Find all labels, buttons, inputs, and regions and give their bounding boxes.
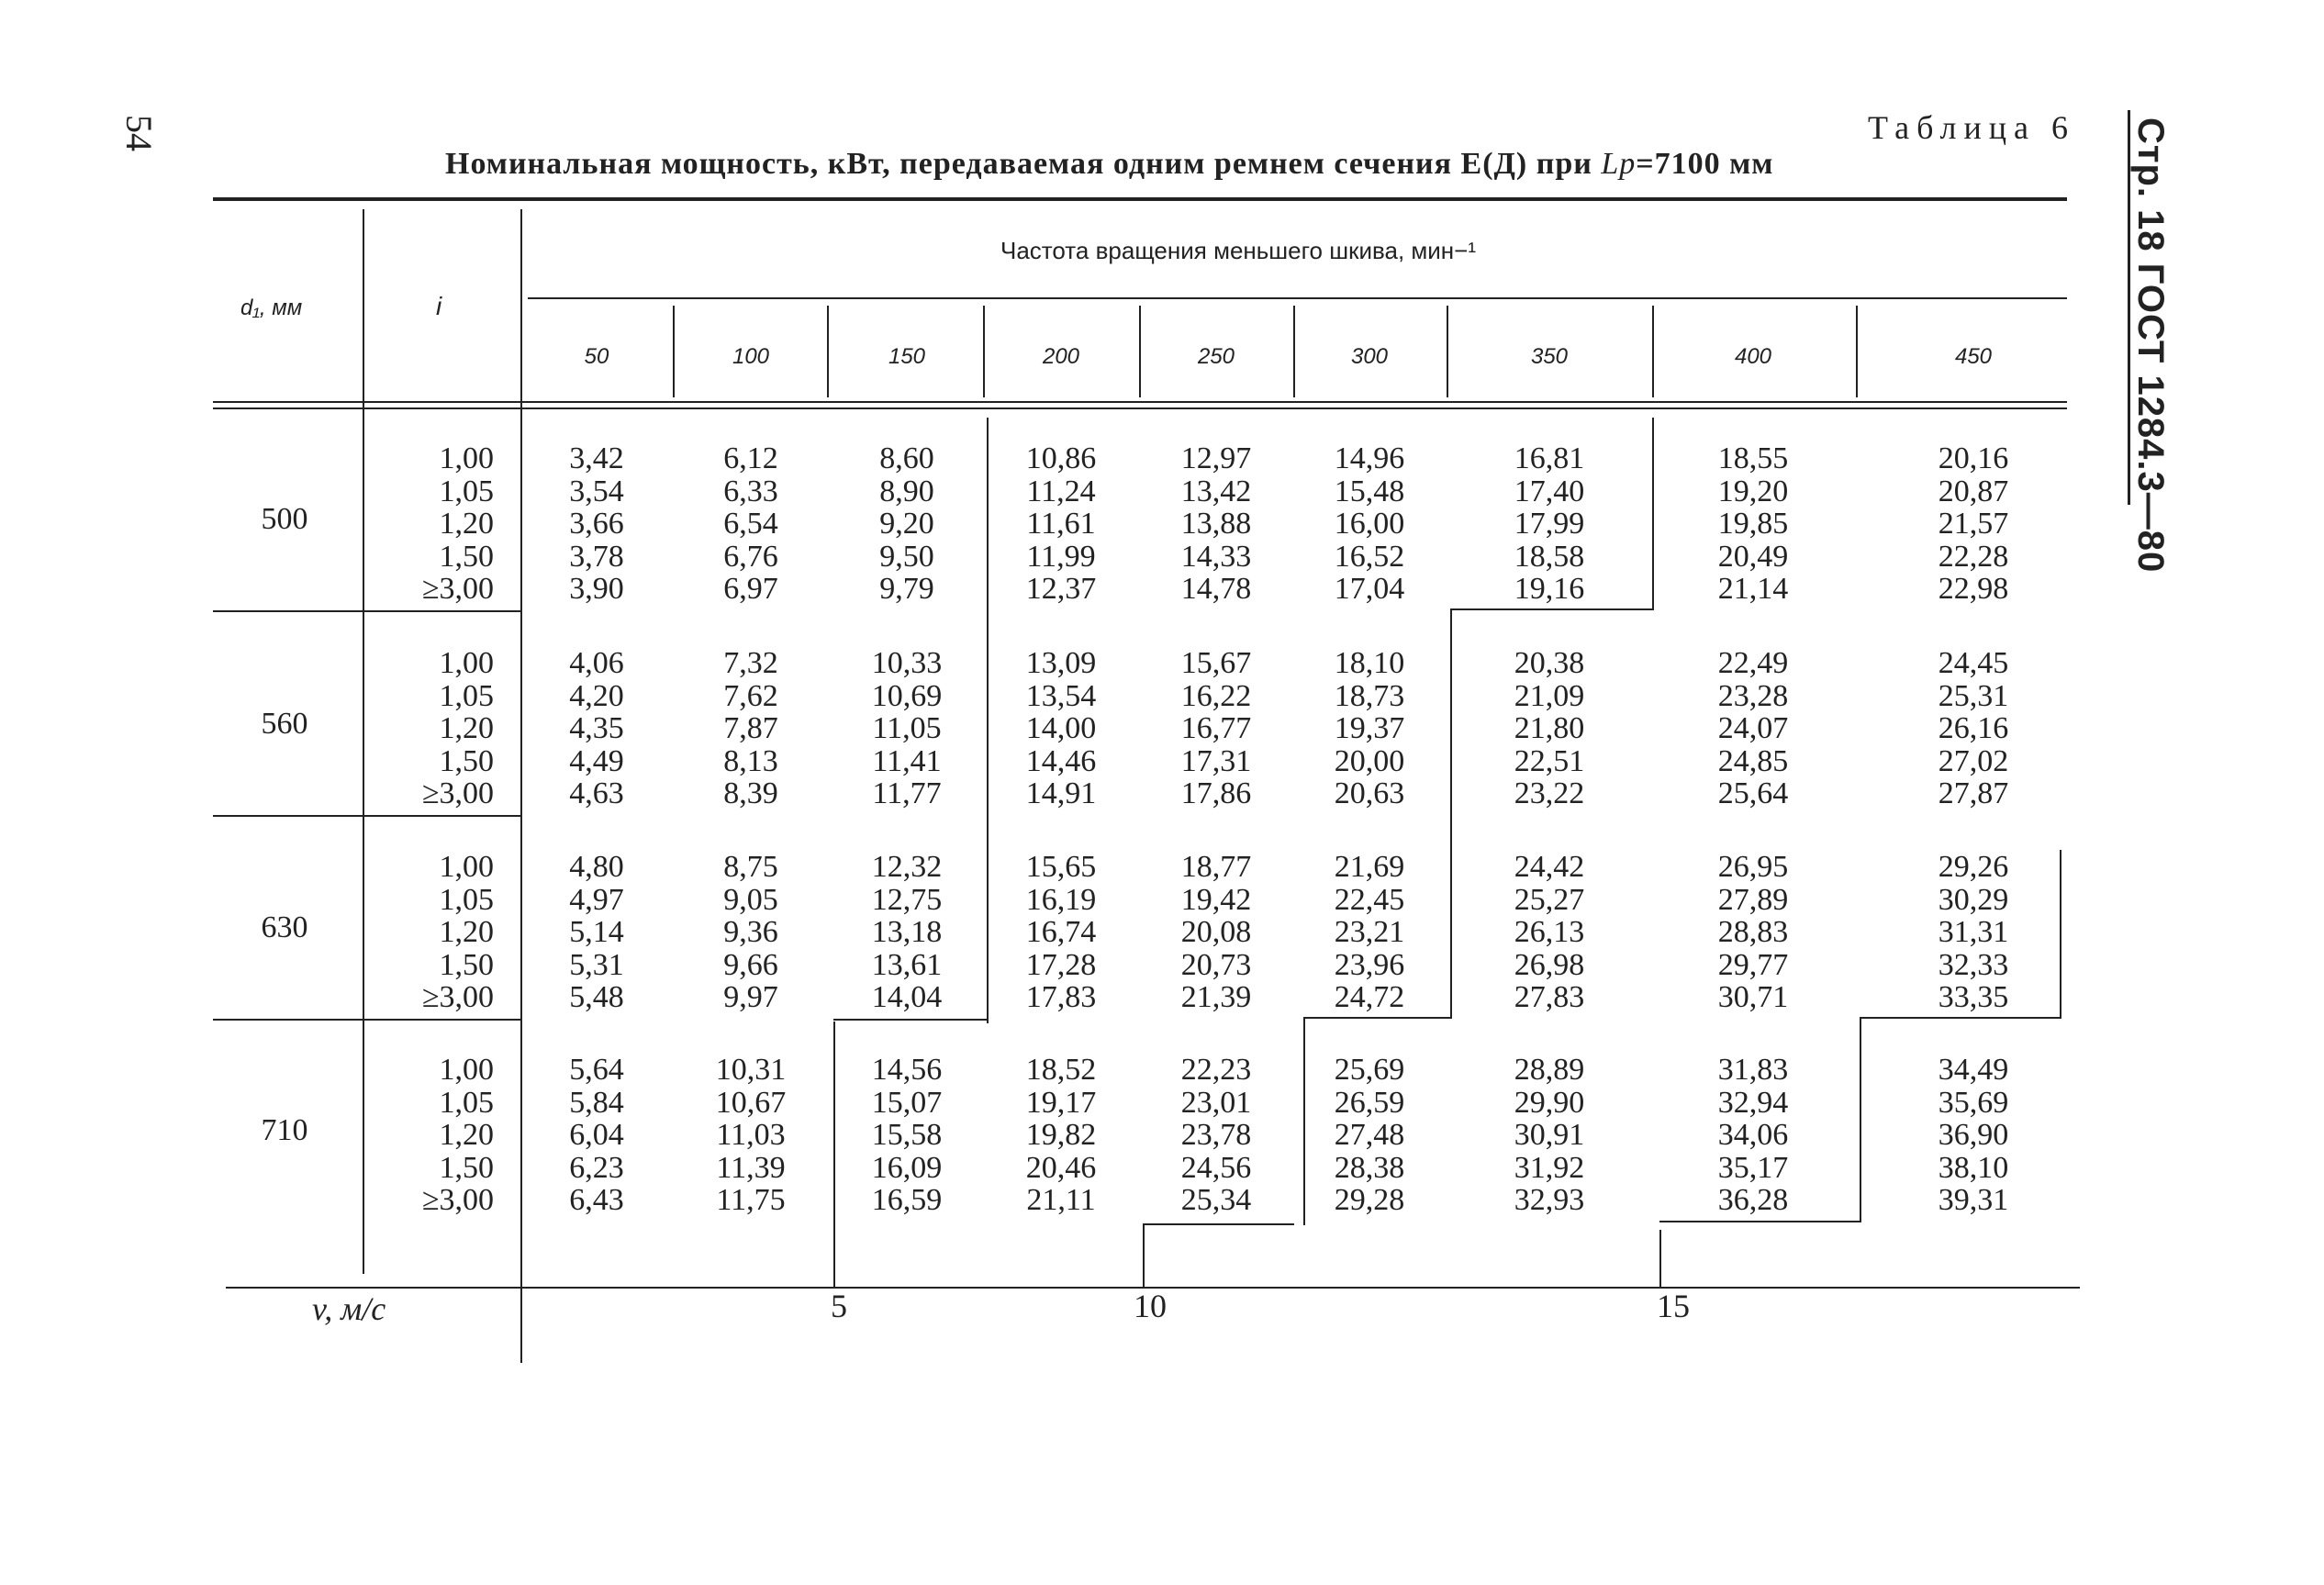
power-value: 14,96 xyxy=(1334,441,1405,475)
hdr-sep xyxy=(1652,306,1654,397)
freq-rule xyxy=(528,297,2067,299)
power-value: 22,45 xyxy=(1334,882,1405,917)
power-value: 20,73 xyxy=(1180,947,1252,982)
power-value: 17,31 xyxy=(1180,743,1252,778)
power-value: 15,07 xyxy=(871,1085,943,1120)
power-value: 21,39 xyxy=(1180,980,1252,1014)
power-value: 26,95 xyxy=(1717,850,1789,884)
i-value: 1,00 xyxy=(439,646,494,680)
power-value: 25,31 xyxy=(1938,678,2009,713)
power-value: 5,48 xyxy=(569,980,624,1014)
power-value: 23,21 xyxy=(1334,915,1405,949)
power-value: 20,63 xyxy=(1334,776,1405,810)
power-value: 7,87 xyxy=(723,711,778,745)
column-header-450: 450 xyxy=(1954,344,1993,369)
i-value: 1,20 xyxy=(439,711,494,745)
table-title xyxy=(445,147,1773,182)
d1-value: 560 xyxy=(261,707,308,741)
power-value: 27,02 xyxy=(1938,743,2009,778)
power-value: 16,74 xyxy=(1025,915,1097,949)
power-value: 20,08 xyxy=(1180,915,1252,949)
power-value: 6,33 xyxy=(723,474,778,508)
header-rule-1 xyxy=(213,401,2067,403)
power-value: 7,32 xyxy=(723,646,778,680)
i-value: 1,00 xyxy=(439,441,494,475)
power-value: 34,49 xyxy=(1938,1053,2009,1087)
power-value: 11,77 xyxy=(872,776,942,810)
power-value: 18,10 xyxy=(1334,646,1405,680)
power-value: 13,18 xyxy=(871,915,943,949)
power-value: 8,39 xyxy=(723,776,778,810)
power-value: 16,09 xyxy=(871,1150,943,1185)
power-value: 27,48 xyxy=(1334,1118,1405,1152)
group-rule-3 xyxy=(213,1019,520,1021)
i-value: ≥3,00 xyxy=(421,776,494,810)
column-header-400: 400 xyxy=(1734,344,1772,369)
d1-value: 630 xyxy=(261,910,308,944)
title-lp: Lp xyxy=(1601,147,1637,181)
speed-step xyxy=(1143,1225,1145,1288)
power-value: 23,28 xyxy=(1717,678,1789,713)
power-value: 9,50 xyxy=(879,539,934,574)
power-value: 35,17 xyxy=(1717,1150,1789,1185)
power-value: 34,06 xyxy=(1717,1118,1789,1152)
power-value: 17,28 xyxy=(1025,947,1097,982)
hdr-sep xyxy=(1856,306,1858,397)
power-value: 29,90 xyxy=(1514,1085,1585,1120)
power-value: 5,84 xyxy=(569,1085,624,1120)
power-value: 39,31 xyxy=(1938,1183,2009,1217)
power-value: 15,58 xyxy=(871,1118,943,1152)
power-value: 21,14 xyxy=(1717,572,1789,606)
power-value: 24,45 xyxy=(1938,646,2009,680)
power-value: 16,00 xyxy=(1334,507,1405,541)
power-value: 11,24 xyxy=(1026,474,1096,508)
power-value: 31,31 xyxy=(1938,915,2009,949)
power-value: 19,37 xyxy=(1334,711,1405,745)
power-value: 31,92 xyxy=(1514,1150,1585,1185)
power-value: 10,31 xyxy=(715,1053,787,1087)
i-column-rule xyxy=(520,209,522,1356)
power-value: 19,82 xyxy=(1025,1118,1097,1152)
power-value: 15,65 xyxy=(1025,850,1097,884)
power-value: 28,83 xyxy=(1717,915,1789,949)
power-value: 4,06 xyxy=(569,646,624,680)
d1-header: d₁, мм xyxy=(240,296,303,320)
power-value: 9,20 xyxy=(879,507,934,541)
power-value: 10,86 xyxy=(1025,441,1097,475)
page-number: 54 xyxy=(118,115,160,151)
power-value: 22,51 xyxy=(1514,743,1585,778)
power-value: 6,43 xyxy=(569,1183,624,1217)
power-value: 11,41 xyxy=(872,743,942,778)
power-value: 21,57 xyxy=(1938,507,2009,541)
column-header-300: 300 xyxy=(1350,344,1389,369)
power-value: 24,72 xyxy=(1334,980,1405,1014)
power-value: 11,39 xyxy=(716,1150,786,1185)
hdr-sep xyxy=(673,306,675,397)
speed-step xyxy=(833,1021,835,1288)
power-value: 3,78 xyxy=(569,539,624,574)
power-value: 21,11 xyxy=(1026,1183,1096,1217)
power-value: 4,35 xyxy=(569,711,624,745)
column-header-150: 150 xyxy=(888,344,926,369)
power-value: 10,69 xyxy=(871,678,943,713)
power-value: 6,76 xyxy=(723,539,778,574)
power-value: 25,64 xyxy=(1717,776,1789,810)
power-value: 3,90 xyxy=(569,572,624,606)
power-value: 35,69 xyxy=(1938,1085,2009,1120)
hdr-sep xyxy=(827,306,829,397)
speed-step xyxy=(2060,850,2061,1019)
i-value: 1,05 xyxy=(439,474,494,508)
speed-step xyxy=(833,1019,989,1021)
power-value: 13,88 xyxy=(1180,507,1252,541)
power-value: 6,54 xyxy=(723,507,778,541)
power-value: 23,01 xyxy=(1180,1085,1252,1120)
power-value: 18,73 xyxy=(1334,678,1405,713)
power-value: 9,05 xyxy=(723,882,778,917)
column-header-250: 250 xyxy=(1197,344,1235,369)
power-value: 22,23 xyxy=(1180,1053,1252,1087)
speed-mark-15: 15 xyxy=(1657,1288,1690,1324)
i-value: 1,05 xyxy=(439,678,494,713)
power-value: 26,98 xyxy=(1514,947,1585,982)
group-rule-1 xyxy=(213,610,520,612)
power-value: 10,33 xyxy=(871,646,943,680)
i-value: 1,05 xyxy=(439,882,494,917)
speed-axis-rule xyxy=(520,1289,522,1363)
power-value: 17,40 xyxy=(1514,474,1585,508)
hdr-sep xyxy=(1293,306,1295,397)
power-value: 19,85 xyxy=(1717,507,1789,541)
power-value: 14,78 xyxy=(1180,572,1252,606)
i-value: ≥3,00 xyxy=(421,572,494,606)
power-value: 17,99 xyxy=(1514,507,1585,541)
power-value: 14,56 xyxy=(871,1053,943,1087)
power-value: 10,67 xyxy=(715,1085,787,1120)
power-value: 13,09 xyxy=(1025,646,1097,680)
power-value: 14,04 xyxy=(871,980,943,1014)
d1-column-rule xyxy=(363,209,364,1274)
power-value: 21,80 xyxy=(1514,711,1585,745)
power-value: 9,97 xyxy=(723,980,778,1014)
power-value: 19,42 xyxy=(1180,882,1252,917)
frequency-header: Частота вращения меньшего шкива, мин−¹ xyxy=(1000,237,1477,264)
d1-value: 500 xyxy=(261,502,308,536)
power-value: 24,85 xyxy=(1717,743,1789,778)
power-value: 3,54 xyxy=(569,474,624,508)
power-value: 12,37 xyxy=(1025,572,1097,606)
power-value: 26,16 xyxy=(1938,711,2009,745)
power-value: 31,83 xyxy=(1717,1053,1789,1087)
power-value: 22,49 xyxy=(1717,646,1789,680)
power-value: 9,36 xyxy=(723,915,778,949)
speed-step xyxy=(1303,1019,1305,1225)
i-value: 1,50 xyxy=(439,1150,494,1185)
power-value: 30,29 xyxy=(1938,882,2009,917)
power-value: 36,28 xyxy=(1717,1183,1789,1217)
i-value: 1,00 xyxy=(439,1053,494,1087)
power-value: 21,69 xyxy=(1334,850,1405,884)
i-value: 1,05 xyxy=(439,1085,494,1120)
i-value: 1,20 xyxy=(439,507,494,541)
power-value: 27,87 xyxy=(1938,776,2009,810)
speed-step xyxy=(1860,1019,1861,1222)
power-value: 16,77 xyxy=(1180,711,1252,745)
power-value: 4,97 xyxy=(569,882,624,917)
table-number: Таблица 6 xyxy=(1868,109,2075,146)
power-value: 11,99 xyxy=(1026,539,1096,574)
speed-mark-5: 5 xyxy=(831,1288,847,1324)
group-rule-2 xyxy=(213,815,520,817)
power-value: 12,97 xyxy=(1180,441,1252,475)
power-value: 29,77 xyxy=(1717,947,1789,982)
power-value: 20,46 xyxy=(1025,1150,1097,1185)
column-header-100: 100 xyxy=(732,344,770,369)
power-value: 25,34 xyxy=(1180,1183,1252,1217)
power-value: 16,52 xyxy=(1334,539,1405,574)
power-value: 19,20 xyxy=(1717,474,1789,508)
power-value: 9,66 xyxy=(723,947,778,982)
power-value: 36,90 xyxy=(1938,1118,2009,1152)
power-value: 3,66 xyxy=(569,507,624,541)
power-value: 19,16 xyxy=(1514,572,1585,606)
power-value: 11,61 xyxy=(1026,507,1096,541)
speed-step xyxy=(1450,608,1652,610)
power-value: 8,90 xyxy=(879,474,934,508)
power-value: 9,79 xyxy=(879,572,934,606)
power-value: 18,52 xyxy=(1025,1053,1097,1087)
title-tail: =7100 мм xyxy=(1636,147,1774,181)
i-value: 1,50 xyxy=(439,539,494,574)
i-value: 1,00 xyxy=(439,850,494,884)
power-value: 25,27 xyxy=(1514,882,1585,917)
power-value: 23,96 xyxy=(1334,947,1405,982)
power-value: 16,81 xyxy=(1514,441,1585,475)
hdr-sep xyxy=(1139,306,1141,397)
power-value: 16,22 xyxy=(1180,678,1252,713)
power-value: 13,61 xyxy=(871,947,943,982)
power-value: 27,83 xyxy=(1514,980,1585,1014)
power-value: 26,59 xyxy=(1334,1085,1405,1120)
power-value: 6,04 xyxy=(569,1118,624,1152)
power-value: 4,80 xyxy=(569,850,624,884)
power-value: 5,64 xyxy=(569,1053,624,1087)
power-value: 6,12 xyxy=(723,441,778,475)
power-value: 17,83 xyxy=(1025,980,1097,1014)
i-value: ≥3,00 xyxy=(421,1183,494,1217)
power-value: 24,07 xyxy=(1717,711,1789,745)
power-value: 14,00 xyxy=(1025,711,1097,745)
power-value: 11,05 xyxy=(872,711,942,745)
power-value: 32,93 xyxy=(1514,1183,1585,1217)
speed-step xyxy=(1303,1017,1450,1019)
power-value: 22,28 xyxy=(1938,539,2009,574)
power-value: 23,22 xyxy=(1514,776,1585,810)
power-value: 27,89 xyxy=(1717,882,1789,917)
speed-step xyxy=(1450,610,1452,1019)
power-value: 16,59 xyxy=(871,1183,943,1217)
power-value: 20,16 xyxy=(1938,441,2009,475)
speed-step xyxy=(1659,1230,1661,1287)
column-header-50: 50 xyxy=(584,344,609,369)
power-value: 14,46 xyxy=(1025,743,1097,778)
power-value: 6,97 xyxy=(723,572,778,606)
standard-label: Стр. 18 ГОСТ 1284.3—80 xyxy=(2130,117,2171,574)
power-value: 15,48 xyxy=(1334,474,1405,508)
power-value: 14,33 xyxy=(1180,539,1252,574)
power-value: 38,10 xyxy=(1938,1150,2009,1185)
power-value: 5,31 xyxy=(569,947,624,982)
i-value: ≥3,00 xyxy=(421,980,494,1014)
power-value: 22,98 xyxy=(1938,572,2009,606)
speed-step xyxy=(987,418,989,1023)
power-value: 24,56 xyxy=(1180,1150,1252,1185)
hdr-sep xyxy=(1447,306,1448,397)
power-value: 5,14 xyxy=(569,915,624,949)
power-value: 13,54 xyxy=(1025,678,1097,713)
power-value: 13,42 xyxy=(1180,474,1252,508)
power-value: 16,19 xyxy=(1025,882,1097,917)
power-value: 24,42 xyxy=(1514,850,1585,884)
column-header-200: 200 xyxy=(1042,344,1080,369)
power-value: 26,13 xyxy=(1514,915,1585,949)
speed-step xyxy=(1659,1221,1860,1222)
power-value: 29,28 xyxy=(1334,1183,1405,1217)
speed-step xyxy=(1143,1223,1294,1225)
d1-value: 710 xyxy=(261,1113,308,1147)
power-value: 8,75 xyxy=(723,850,778,884)
power-value: 12,32 xyxy=(871,850,943,884)
speed-mark-10: 10 xyxy=(1134,1288,1167,1324)
power-value: 14,91 xyxy=(1025,776,1097,810)
title-main: Номинальная мощность, кВт, передаваемая одним ремнем сечения Е(Д) при xyxy=(445,147,1602,181)
i-value: 1,20 xyxy=(439,915,494,949)
table-top-rule xyxy=(213,197,2067,201)
power-value: 18,55 xyxy=(1717,441,1789,475)
power-value: 4,63 xyxy=(569,776,624,810)
i-value: 1,50 xyxy=(439,947,494,982)
speed-step xyxy=(1860,1017,2060,1019)
speed-step xyxy=(1652,418,1654,610)
power-value: 12,75 xyxy=(871,882,943,917)
power-value: 19,17 xyxy=(1025,1085,1097,1120)
i-value: 1,20 xyxy=(439,1118,494,1152)
power-value: 30,71 xyxy=(1717,980,1789,1014)
power-value: 8,60 xyxy=(879,441,934,475)
power-value: 17,86 xyxy=(1180,776,1252,810)
power-value: 33,35 xyxy=(1938,980,2009,1014)
power-value: 7,62 xyxy=(723,678,778,713)
power-value: 6,23 xyxy=(569,1150,624,1185)
power-value: 18,58 xyxy=(1514,539,1585,574)
power-value: 30,91 xyxy=(1514,1118,1585,1152)
power-value: 21,09 xyxy=(1514,678,1585,713)
column-header-350: 350 xyxy=(1530,344,1569,369)
power-value: 4,20 xyxy=(569,678,624,713)
power-value: 23,78 xyxy=(1180,1118,1252,1152)
power-value: 32,33 xyxy=(1938,947,2009,982)
power-value: 28,38 xyxy=(1334,1150,1405,1185)
power-value: 20,87 xyxy=(1938,474,2009,508)
power-value: 11,75 xyxy=(716,1183,786,1217)
power-value: 4,49 xyxy=(569,743,624,778)
power-value: 3,42 xyxy=(569,441,624,475)
power-value: 15,67 xyxy=(1180,646,1252,680)
i-header: i xyxy=(436,292,442,320)
i-value: 1,50 xyxy=(439,743,494,778)
power-value: 29,26 xyxy=(1938,850,2009,884)
power-value: 20,38 xyxy=(1514,646,1585,680)
power-value: 25,69 xyxy=(1334,1053,1405,1087)
power-value: 11,03 xyxy=(716,1118,786,1152)
power-value: 20,49 xyxy=(1717,539,1789,574)
power-value: 18,77 xyxy=(1180,850,1252,884)
speed-label: v, м/с xyxy=(312,1290,386,1327)
hdr-sep xyxy=(983,306,985,397)
power-value: 20,00 xyxy=(1334,743,1405,778)
header-rule-2 xyxy=(213,407,2067,409)
power-value: 8,13 xyxy=(723,743,778,778)
power-value: 17,04 xyxy=(1334,572,1405,606)
power-value: 28,89 xyxy=(1514,1053,1585,1087)
power-value: 32,94 xyxy=(1717,1085,1789,1120)
